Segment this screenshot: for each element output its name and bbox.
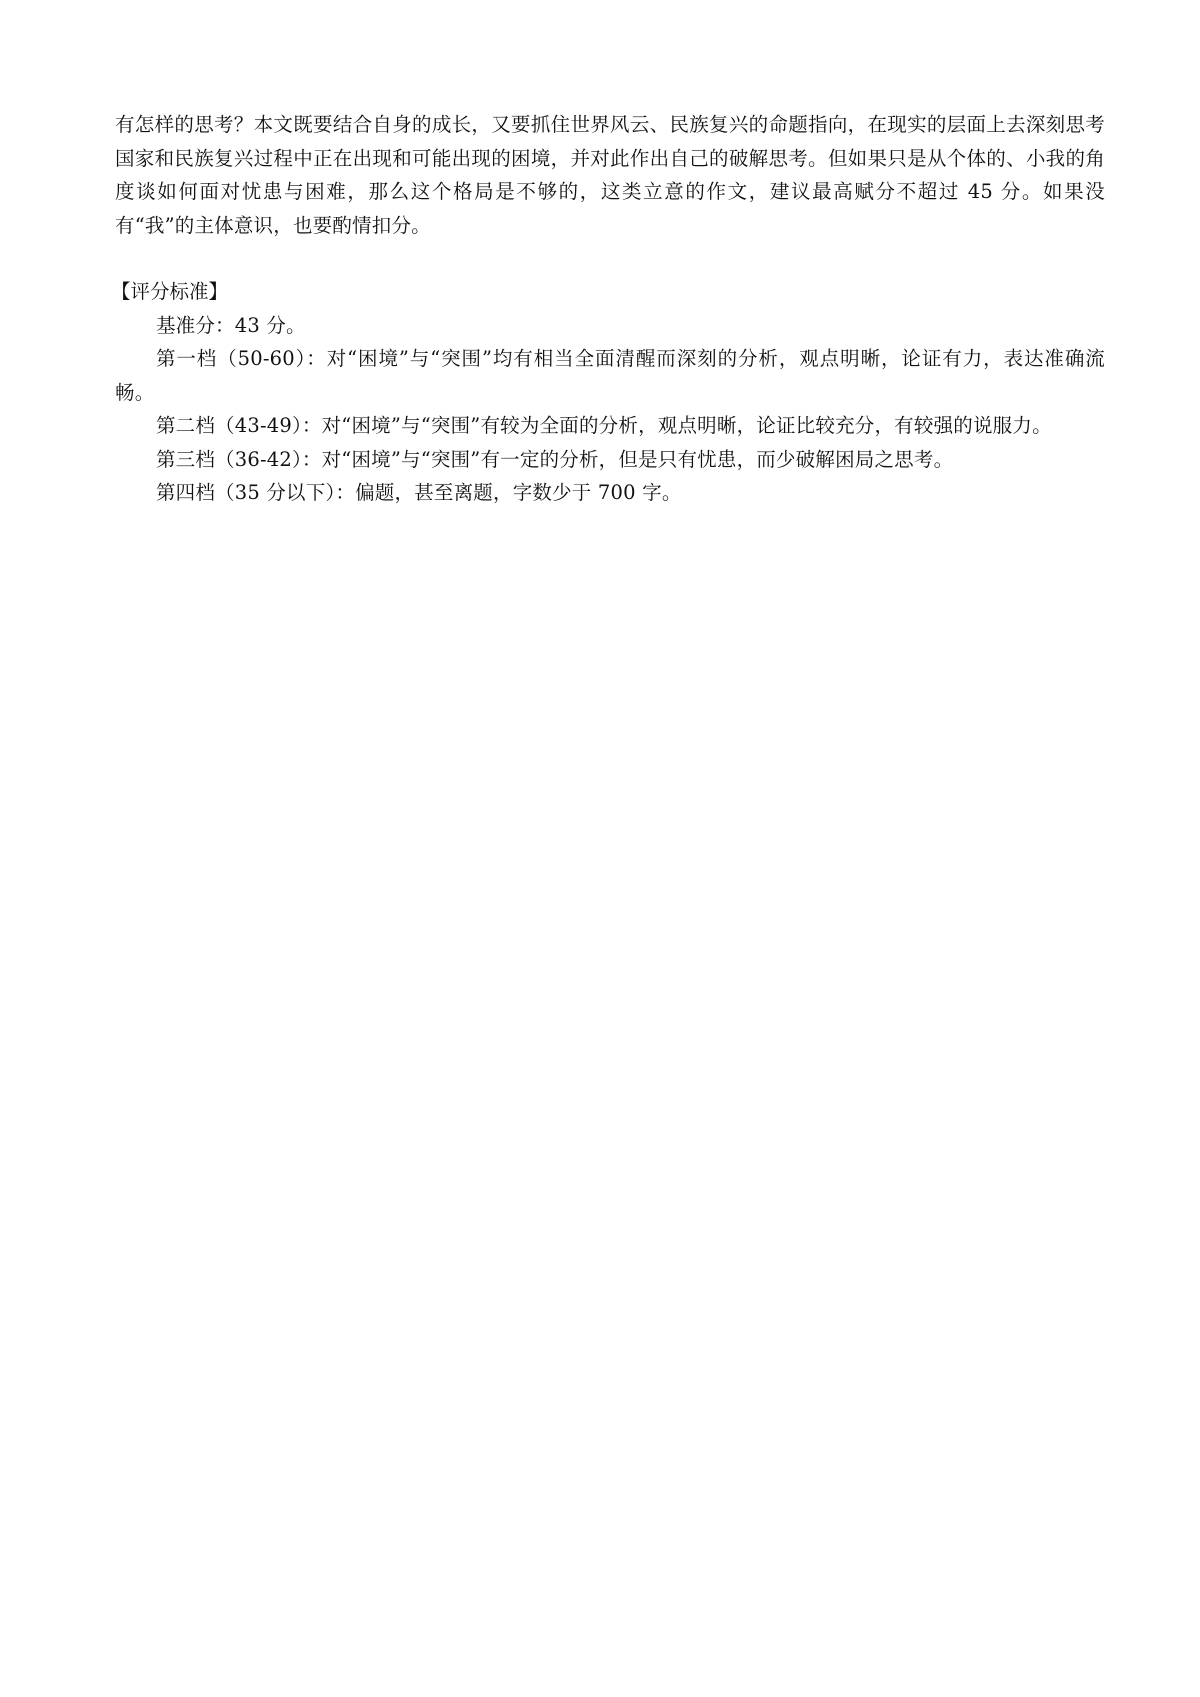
rubric-base-score: 基准分：43 分。 xyxy=(155,313,306,337)
rubric-tier-3: 第三档（36-42）：对“困境”与“突围”有一定的分析，但是只有忧患，而少破解困局之思考。 xyxy=(155,447,954,471)
intro-paragraph: 有怎样的思考？本文既要结合自身的成长，又要抓住世界风云、民族复兴的命题指向，在现实的层面上去深刻思考国家和民族复兴过程中正在出现和可能出现的困境，并对此作出自己的破解思考。但如果只是从个体的、小我的角度谈如何面对忧患与困难，那么这个格局是不够的，这类立意的作文，建议最高赋分不超过 45 分。如果没有“我”的主体意识，也要酌情扣分。 xyxy=(115,113,1105,237)
rubric-tier-2: 第二档（43-49）：对“困境”与“突围”有较为全面的分析，观点明晰，论证比较充分，有较强的说服力。 xyxy=(155,414,1052,437)
document-page xyxy=(111,108,1105,510)
rubric-tier-1: 第一档（50-60）：对“困境”与“突围”均有相当全面清醒而深刻的分析，观点明晰，论证有力，表达准确流畅。 xyxy=(115,347,1105,404)
rubric-heading: 【评分标准】 xyxy=(111,280,229,303)
rubric-tier-4: 第四档（35 分以下）：偏题，甚至离题，字数少于 700 字。 xyxy=(155,481,682,504)
